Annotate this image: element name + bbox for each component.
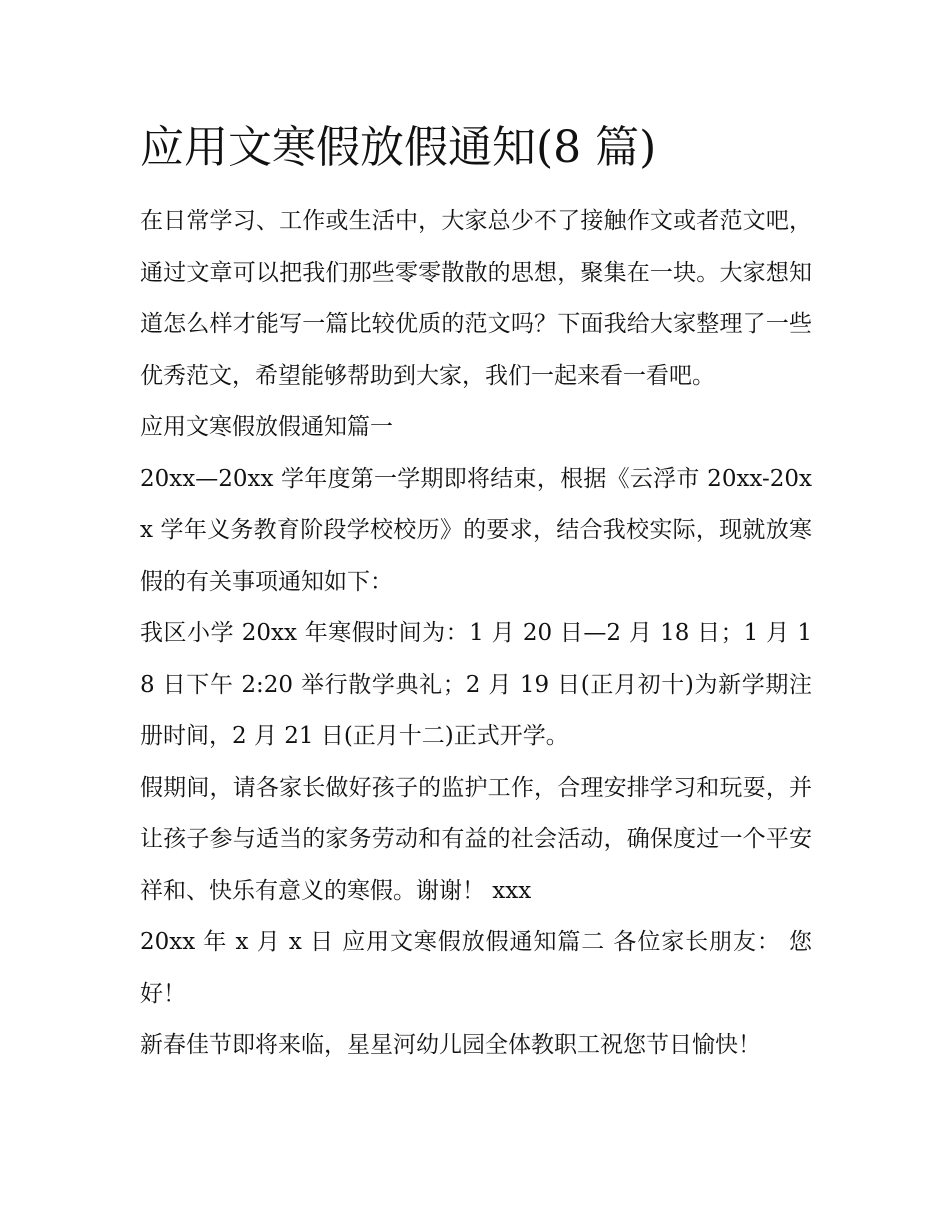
date-and-greeting-paragraph: 20xx 年 x 月 x 日 应用文寒假放假通知篇二 各位家长朋友： 您好！ <box>140 929 812 1007</box>
parent-advice-paragraph: 假期间，请各家长做好孩子的监护工作，合理安排学习和玩耍，并让孩子参与适当的家务劳动和有益的社会活动，确保度过一个平安祥和、快乐有意义的寒假。谢谢！ xxx <box>140 774 812 904</box>
intro-paragraph: 在日常学习、工作或生活中，大家总少不了接触作文或者范文吧，通过文章可以把我们那些零零散散的思想，聚集在一块。大家想知道怎么样才能写一篇比较优质的范文吗？下面我给大家整理了一些优秀范文，希望能够帮助到大家，我们一起来看一看吧。 <box>140 208 812 389</box>
festival-greeting-paragraph: 新春佳节即将来临，星星河幼儿园全体教职工祝您节日愉快！ <box>140 1032 761 1058</box>
document-body <box>140 112 812 1072</box>
section-heading-1: 应用文寒假放假通知篇一 <box>140 414 393 440</box>
notice-paragraph: 20xx—20xx 学年度第一学期即将结束，根据《云浮市 20xx-20xx 学年义务教育阶段学校校历》的要求，结合我校实际，现就放寒假的有关事项通知如下： <box>140 465 812 595</box>
document-title: 应用文寒假放假通知(8 篇) <box>140 122 657 173</box>
schedule-paragraph: 我区小学 20xx 年寒假时间为：1 月 20 日—2 月 18 日；1 月 18 日下午 2:20 举行散学典礼；2 月 19 日(正月初十)为新学期注册时间，2 月 21 日(正月十二)正式开学。 <box>140 620 812 749</box>
